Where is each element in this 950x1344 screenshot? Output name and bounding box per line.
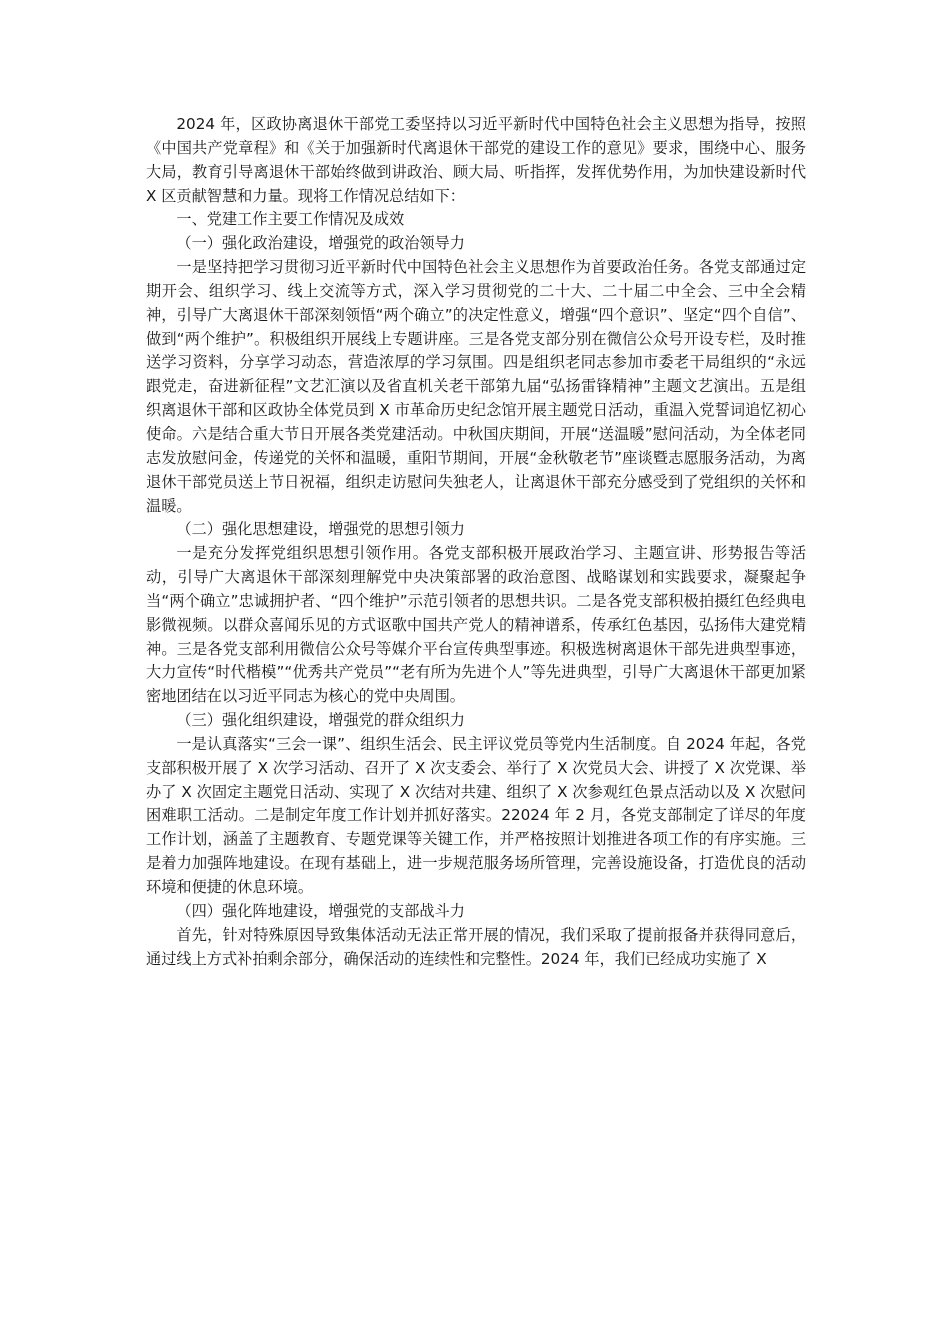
section-1-heading: 一、党建工作主要工作情况及成效 [176, 210, 405, 229]
subsection-2-heading: （二）强化思想建设，增强党的思想引领力 [176, 520, 465, 539]
subsection-2-body: 一是充分发挥党组织思想引领作用。各党支部积极开展政治学习、主题宣讲、形势报告等活动，引导广大离退休干部深刻理解党中央决策部署的政治意图、战略谋划和实践要求，凝聚起争当“两个确立”忠诚拥护者、“四个维护”示范引领者的思想共识。二是各党支部积极拍摄红色经典电影微视频。以群众喜闻乐见的方式讴歌中国共产党人的精神谱系，传承红色基因，弘扬伟大建党精神。三是各党支部利用微信公众号等媒介平台宣传典型事迹。积极选树离退休干部先进典型事迹，大力宣传“时代楷模”“优秀共产党员”“老有所为先进个人”等先进典型，引导广大离退休干部更加紧密地团结在以习近平同志为核心的党中央周围。 [146, 544, 806, 706]
document-page [146, 113, 806, 971]
subsection-1-body: 一是坚持把学习贯彻习近平新时代中国特色社会主义思想作为首要政治任务。各党支部通过定期开会、组织学习、线上交流等方式，深入学习贯彻党的二十大、二十届二中全会、三中全会精神，引导广大离退休干部深刻领悟“两个确立”的决定性意义，增强“四个意识”、坚定“四个自信”、做到“两个维护”。积极组织开展线上专题讲座。三是各党支部分别在微信公众号开设专栏，及时推送学习资料，分享学习动态，营造浓厚的学习氛围。四是组织老同志参加市委老干局组织的“永远跟党走，奋进新征程”文艺汇演以及省直机关老干部第九届“弘扬雷锋精神”主题文艺演出。五是组织离退休干部和区政协全体党员到 X 市革命历史纪念馆开展主题党日活动，重温入党誓词追忆初心使命。六是结合重大节日开展各类党建活动。中秋国庆期间，开展“送温暖”慰问活动，为全体老同志发放慰问金，传递党的关怀和温暖，重阳节期间，开展“金秋敬老节”座谈暨志愿服务活动，为离退休干部党员送上节日祝福，组织走访慰问失独老人，让离退休干部充分感受到了党组织的关怀和温暖。 [146, 258, 806, 515]
intro-paragraph: 2024 年，区政协离退休干部党工委坚持以习近平新时代中国特色社会主义思想为指导，按照《中国共产党章程》和《关于加强新时代离退休干部党的建设工作的意见》要求，围绕中心、服务大局，教育引导离退休干部始终做到讲政治、顾大局、听指挥，发挥优势作用，为加快建设新时代 X 区贡献智慧和力量。现将工作情况总结如下： [146, 115, 806, 205]
subsection-3-body: 一是认真落实“三会一课”、组织生活会、民主评议党员等党内生活制度。自 2024 年起，各党支部积极开展了 X 次学习活动、召开了 X 次支委会、举行了 X 次党员大会、讲授了 X 次党课、举办了 X 次固定主题党日活动、实现了 X 次结对共建、组织了 X 次参观红色景点活动以及 X 次慰问困难职工活动。二是制定年度工作计划并抓好落实。22024 年 2 月，各党支部制定了详尽的年度工作计划，涵盖了主题教育、专题党课等关键工作，并严格按照计划推进各项工作的有序实施。三是着力加强阵地建设。在现有基础上，进一步规范服务场所管理，完善设施设备，打造优良的活动环境和便捷的休息环境。 [146, 734, 806, 896]
subsection-4-heading: （四）强化阵地建设，增强党的支部战斗力 [176, 901, 465, 920]
subsection-1-heading: （一）强化政治建设，增强党的政治领导力 [176, 234, 465, 253]
subsection-3-heading: （三）强化组织建设，增强党的群众组织力 [176, 711, 465, 730]
subsection-4-body: 首先，针对特殊原因导致集体活动无法正常开展的情况，我们采取了提前报备并获得同意后，通过线上方式补拍剩余部分，确保活动的连续性和完整性。2024 年，我们已经成功实施了 X [146, 925, 806, 968]
